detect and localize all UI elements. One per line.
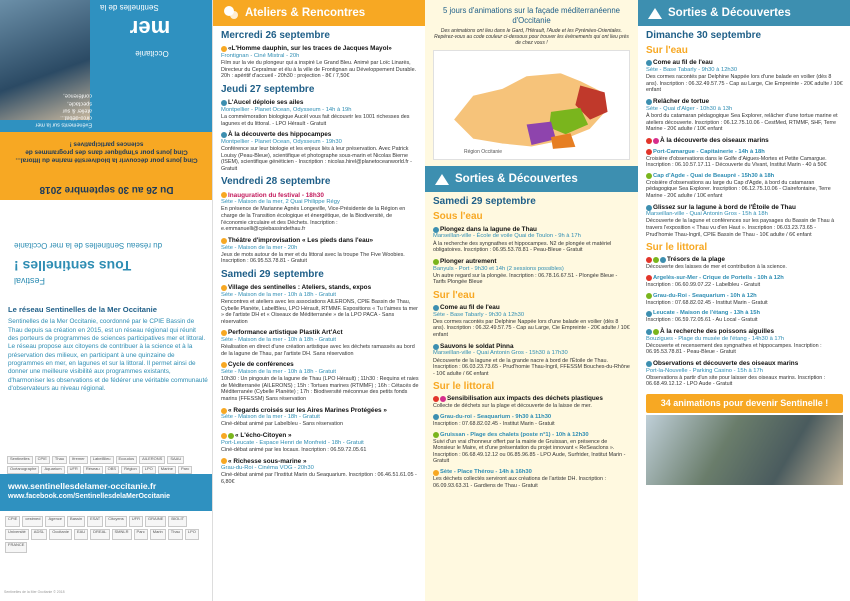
partner-logo: GRAINE xyxy=(145,516,166,527)
department-dot-icon xyxy=(221,238,227,244)
day-title: Dimanche 30 septembre xyxy=(646,30,762,41)
event-item xyxy=(646,59,843,94)
day-title: Jeudi 27 septembre xyxy=(221,83,315,95)
logo-tagline: Sentinelles de la xyxy=(100,2,159,12)
photo-caption: Événements sur la mer circo-débat... atelier & sur spectacle, conférence, xyxy=(35,93,92,128)
event-item xyxy=(433,343,630,378)
event-description: Des cormes racontés par Delphine Nappée lors d'une balade en voilier (dès 8 ans). Inscription : 06.32.49.57.75 - Cap au Large, Cie Empreinte - 20€ adulte / 10€ enfant xyxy=(646,74,843,94)
map-section xyxy=(433,6,630,160)
event-title: Cycle de conférences xyxy=(221,361,419,369)
partner-logo: BIOLIT xyxy=(168,516,187,527)
event-title: Performance artistique Plastik Art'Act xyxy=(221,329,419,337)
department-dot-icon xyxy=(646,257,652,263)
event-description: Des cormes racontés par Delphine Nappée lors d'une balade en voilier (dès 8 ans). Inscription : 06.32.49.57.75 - Cap au Large, Cie Empreinte - 20€ adulte / 10€ enfant xyxy=(433,318,630,339)
event-title: « L'écho-Citoyen » xyxy=(221,432,419,440)
partner-logo: Région xyxy=(121,466,140,474)
event-item xyxy=(433,226,630,254)
speech-bubble-icon xyxy=(223,5,239,21)
event-title: Come au fil de l'eau xyxy=(646,59,843,67)
event-item xyxy=(646,137,843,145)
event-description: En présence de Marianne Agnès Longeville, Vice-Présidente de la Région en charge de la Transition écologique et énergétique, de la Biodiversité, de l'économie circulaire et des Déchets. Inscription : e.emmanuelli@cpiebassindethau.fr xyxy=(221,206,406,233)
department-dot-icon xyxy=(433,396,439,402)
event-title: À la découverte des hippocampes xyxy=(221,131,419,139)
sorties-panel-1 xyxy=(425,0,638,601)
partner-logo: Université xyxy=(5,529,29,540)
department-dot-icon xyxy=(433,470,439,476)
event-description: 10h30 : Un pingouin de la lagune de Thau (LPO Hérault) ; 11h30 : Requins et raies de Méditerranée (AILERONS) ; 15h : Tortues marines (RTMMF) ; 16h : Cétacés de Méditerranée (Cybelle Planète) ; 17h : Biodiversité méconnue des petits fonds marins (FFESSM) Sans réservation xyxy=(221,376,419,402)
department-dot-icon xyxy=(653,257,659,263)
event-location: Port-la-Nouvelle - Parking Casino - 15h à 17h xyxy=(646,367,763,374)
event-title: Observations et découverte des oiseaux marins xyxy=(646,360,843,368)
ateliers-header xyxy=(213,0,425,26)
tent-icon xyxy=(648,8,662,19)
event-description: Un autre regard sur la plongée. Inscription : 06.78.16.67.51 - Plongée Bleue - Tarifs Plongée Bleue xyxy=(433,272,618,286)
department-dot-icon xyxy=(646,149,652,155)
event-location: Grau-du-Roi - Cinéma VOG - 20h30 xyxy=(221,465,314,472)
department-dot-icon xyxy=(660,257,666,263)
event-location: Montpellier - Planet Ocean, Odysseum - 14h à 19h xyxy=(221,106,352,113)
event-title: « Richesse sous-marine » xyxy=(221,458,419,466)
event-item xyxy=(433,432,630,465)
event-item xyxy=(221,329,419,357)
event-item xyxy=(433,304,630,339)
ateliers-title: Ateliers & Rencontres xyxy=(245,6,366,19)
web-links xyxy=(0,474,213,511)
event-title: Plonger autrement xyxy=(433,258,630,266)
partner-logo: Marine xyxy=(158,466,176,474)
reseau-section xyxy=(8,305,208,393)
partner-logo: SMNLR xyxy=(112,529,132,540)
event-title: Théâtre d'improvisation « Les pieds dans l'eau» xyxy=(221,237,419,245)
partner-logo: Aquarium xyxy=(41,466,64,474)
event-location: Marseillan-ville - Quai Antonin Gros - 15h30 à 17h30 xyxy=(433,350,568,357)
day-title: Vendredi 28 septembre xyxy=(221,176,331,188)
event-item xyxy=(433,469,630,489)
event-location: Sète - Quai d'Alger - 10h30 à 13h xyxy=(646,105,733,112)
partner-logo: cestmed xyxy=(22,516,43,527)
event-location: Sète - Maison de la mer - 10h à 18h - Gratuit xyxy=(221,369,337,376)
event-description: La commémoration biologique Aucèl vous fait découvrir les 1001 richesses des lagunes et du littoral. - LPO Hérault - Gratuit xyxy=(221,113,410,127)
partner-logo: Marin xyxy=(150,529,166,540)
department-dot-icon xyxy=(221,192,227,198)
event-item xyxy=(646,98,843,133)
event-title: Port-Camargue - Capitainerie - 14h à 18h xyxy=(646,149,843,156)
event-item xyxy=(221,432,419,453)
partner-logo: ADSL xyxy=(31,529,47,540)
event-item xyxy=(646,149,843,169)
event-title: «L'Homme dauphin, sur les traces de Jacques Mayol» xyxy=(221,45,419,53)
section-title: Sur l'eau xyxy=(646,45,688,57)
beach-photo xyxy=(646,415,843,485)
event-item xyxy=(221,361,419,402)
partner-logo: Occitanie xyxy=(49,529,72,540)
partner-logo: Ifremer xyxy=(69,456,88,464)
event-description: Croisière d'observations au large du Cap d'Agde, à bord du catamaran pédagogique Sea Explorer. Inscription : 06.12.75.10.06 - Clairefontaine, Terre Marine - 20€ adulte / 10€ enfant xyxy=(646,179,831,199)
event-description: Découverte et recensement des syngnathes et hippocampes. Inscription : 06.95.53.78.81 - Peau-Bleue - Gratuit xyxy=(646,342,822,356)
section-title: Sur le littoral xyxy=(433,381,495,393)
credits: Sentinelles de la Mer Occitanie © 2018 xyxy=(4,590,65,594)
department-dot-icon xyxy=(433,305,439,311)
event-item xyxy=(646,256,843,270)
event-location: Sète - Base Tabarly - 9h30 à 12h30 xyxy=(646,67,738,74)
event-description: Ciné-débat animé par Labelbleu - Sans réservation xyxy=(221,421,343,428)
partner-logo: OBS xyxy=(105,466,119,474)
sorties-header-1 xyxy=(425,166,638,192)
reseau-title: Le réseau Sentinelles de la Mer Occitanie xyxy=(8,305,157,314)
partner-logo: Océanographe xyxy=(7,466,39,474)
partner-logo: Bassin xyxy=(67,516,85,527)
event-location: Sète - Base Tabarly - 9h30 à 12h30 xyxy=(433,311,525,318)
department-dot-icon xyxy=(433,259,439,265)
event-location: Frontignan - Ciné Mistral - 20h xyxy=(221,53,300,59)
event-title: « Regards croisés sur les Aires Marines Protégées » xyxy=(221,407,419,415)
event-description: Découverte de la lagune et conférences sur les paysages du Bassin de Thau à travers l'exposition « Thau vu d'en Haut ». Inscription : 06.03.23.73.65 - Prud'homie Thau-Ingril, CPIE Bassin de Thau - 10€ adulte / 6€ enfant xyxy=(646,218,835,238)
event-description: Inscription : 06.60.99.07.22 - Labelbleu - Gratuit xyxy=(646,281,761,288)
festival-label: Festival xyxy=(14,275,46,286)
map-graphic xyxy=(434,51,629,159)
department-dot-icon xyxy=(646,329,652,335)
department-dot-icon xyxy=(221,46,227,52)
event-title: À la découverte des oiseaux marins xyxy=(646,137,843,145)
event-item xyxy=(646,310,843,324)
partner-logo: Parc xyxy=(178,466,192,474)
partner-logo: FRANCE xyxy=(5,542,27,553)
event-title: Relâcher de tortue xyxy=(646,98,843,106)
event-item xyxy=(221,192,419,233)
intro-text: 5 jours d'animations sur la façade méditerranéenne d'Occitanie xyxy=(442,6,621,25)
department-dot-icon xyxy=(646,311,652,317)
event-item xyxy=(646,173,843,200)
section-title: Sous l'eau xyxy=(433,211,483,223)
partner-logo: Citoyens xyxy=(105,516,127,527)
section-title: Sur l'eau xyxy=(433,289,475,301)
event-title: Sète - Place Thérou - 14h à 16h30 xyxy=(433,469,630,476)
event-location: Port-Leucate - Espace Henri de Monfreid - 18h - Gratuit xyxy=(221,439,364,446)
partner-logos-2 xyxy=(4,515,209,554)
event-title: Trésors de la plage xyxy=(646,256,843,264)
event-item xyxy=(433,395,630,409)
department-dot-icon xyxy=(433,344,439,350)
event-description: Croisière d'observations dans le Golfe d'Aigues-Mortes et Petite Camargue. Inscription : 06.10.57.17.11 - Découverte du Vivant, Institut Marin - 40 à 50€ xyxy=(646,155,827,169)
ateliers-panel xyxy=(213,0,425,601)
partner-logo: AILERONS xyxy=(139,456,165,464)
partner-logo: UFR xyxy=(67,466,81,474)
day-title: Mercredi 26 septembre xyxy=(221,30,330,41)
event-description: Les déchets collectés serviront aux créations de l'artiste DH. Inscription : 06.09.93.63.31 - Gardiens de Thau - Gratuit xyxy=(433,476,607,489)
event-description: À bord du catamaran pédagogique Sea Explorer, relâcher d'une tortue marine et ateliers découverte. Inscription : 06.12.75.10.06 - CestMed, RTMMF, SHF, Terre Marine - 20€ adulte / 10€ enfant xyxy=(646,112,838,133)
department-dot-icon xyxy=(646,361,652,367)
event-title: Plongez dans la lagune de Thau xyxy=(433,226,630,234)
event-item xyxy=(433,258,630,286)
event-description: Ciné-débat animé par les locaux. Inscription : 06.59.72.05.61 xyxy=(221,446,367,453)
event-location: Sète - Maison de la mer - 10h à 18h - Gratuit xyxy=(221,291,337,298)
partner-logo: DREAL xyxy=(90,529,109,540)
event-item xyxy=(221,407,419,428)
event-title: Cap d'Agde - Quai de Beaupré - 15h30 à 18h xyxy=(646,173,843,180)
event-item xyxy=(221,458,419,486)
event-item xyxy=(646,204,843,239)
event-item xyxy=(221,131,419,172)
event-location: Montpellier - Planet Ocean, Odysseum - 19h30 xyxy=(221,138,342,145)
event-description: Ciné-débat animé par l'Institut Marin du Seaquarium. Inscription : 06.46.51.61.05 - 6,80€ xyxy=(221,472,417,485)
event-item xyxy=(221,99,419,127)
department-dot-icon xyxy=(221,100,227,106)
partner-logo: Réseau xyxy=(83,466,103,474)
event-title: Grau-du-Roi - Seaquarium - 10h à 12h xyxy=(646,293,843,300)
reseau-text: Sentinelles de la Mer Occitanie, coordonné par le CPIE Bassin de Thau depuis sa création en 2015, est un réseau régional qui réunit des porteurs de programmes de sciences participatives mer et littoral. Le réseau propose aux citoyens de contribuer à la science et à la préservation des milieux, en participant à une quinzaine de programmes en mer, en lagunes et sur la littoral. Il permet ainsi de donner une meilleure visibilité aux programmes existants, d'harmoniser les observations et de fédérer une véritable communauté d'observateurs au niveau régional. xyxy=(8,318,208,392)
department-dot-icon xyxy=(221,433,227,439)
event-description: Jeux de mots autour de la mer et du littoral avec la troupe The Five Woobies. Inscription : 06.95.53.78.81 - Gratuit xyxy=(221,251,405,265)
partner-logo: SAAU xyxy=(167,456,184,464)
sorties-panel-2 xyxy=(638,0,850,601)
event-title: À la recherche des poissons aiguilles xyxy=(646,328,843,336)
event-location: Sète - Maison de la mer - 18h - Gratuit xyxy=(221,414,320,421)
partner-logo: ESAT xyxy=(87,516,103,527)
event-item xyxy=(433,414,630,428)
event-title: Village des sentinelles : Ateliers, stands, expos xyxy=(221,284,419,292)
event-description: Découverte des laisses de mer et contribution à la science. xyxy=(646,264,787,271)
cover-panel xyxy=(0,0,213,601)
department-dot-icon xyxy=(221,330,227,336)
department-dot-icon xyxy=(221,285,227,291)
facebook-link[interactable]: www.facebook.com/SentinellesdelaMerOccitanie xyxy=(8,493,170,501)
partner-logo: Ecoudos xyxy=(116,456,138,464)
partner-logo: LPO xyxy=(185,529,199,540)
event-item xyxy=(221,284,419,325)
logo-mer: mer xyxy=(129,15,171,41)
sorties-sections-1 xyxy=(433,211,630,489)
event-title: Grau-du-roi - Seaquarium - 9h30 à 11h30 xyxy=(433,414,630,421)
event-description: Collecte de déchets sur la plage et découverte de la laisse de mer. xyxy=(433,403,592,410)
event-item xyxy=(646,275,843,289)
animation-count: 34 animations pour devenir Sentinelle ! xyxy=(646,394,843,413)
intro-subtext: Des animations ont lieu dans le Gard, l'Hérault, l'Aude et les Pyrénées-Orientales. Repérez-vous au code couleur ci-dessous pour trouver les évènements qui ont lieu près de chez vous ! xyxy=(434,28,629,47)
sorties-title-2: Sorties & Découvertes xyxy=(668,6,791,19)
event-description: Suivi d'un vrai d'honneur offert par la mairie de Gruissan, en présence de Monsieur le Maire, et d'une présentation du projet innovant « ReSeaclons ». Inscription : 06.68.49.12.12 ou 06.85.96.85 - LPO Aude, Surfrider, Institut Marin - Gratuit xyxy=(433,438,626,465)
event-title: Glissez sur la lagune à bord de l'Étoile de Thau xyxy=(646,204,843,212)
event-location: Banyuls - Port - 9h30 et 14h (2 sessions possibles) xyxy=(433,265,564,272)
event-description: Inscription : 07.68.82.02.45 - Institut Marin - Gratuit xyxy=(433,420,555,427)
website-link[interactable]: www.sentinellesdelamer-occitanie.fr xyxy=(8,481,157,491)
tagline-text: Cinq jours pour découvrir la biodiversité marine du littoral... Cinq jours pour s'impliquer dans des programmes de sciences participatives ! xyxy=(15,140,198,164)
dates-text: Du 26 au 30 septembre 2018 xyxy=(39,184,174,196)
event-description: Conférence sur leur biologie et les enjeux liés à leur préservation. Avec Patrick Louisy (Peau-Bleue), scientifique et photographe sous-marin et Nicolas Bierne (ISEM), scientifique généticien - Inscription : nicolas.hirel@planetoceanworld.fr - Gratuit xyxy=(221,145,412,172)
festival-subtitle: du réseau Sentinelles de la mer Occitanie xyxy=(14,240,163,250)
event-location: Marseillan-ville - École de voile Quai de Toulon - 9h à 17h xyxy=(433,233,581,240)
department-dot-icon xyxy=(221,458,227,464)
event-item xyxy=(646,328,843,356)
department-dot-icon xyxy=(440,396,446,402)
partner-logo: CPIE xyxy=(35,456,50,464)
event-title: Inauguration du festival - 18h30 xyxy=(221,192,419,200)
department-dot-icon xyxy=(221,362,227,368)
partner-logo: Parc xyxy=(134,529,148,540)
event-description: Film sur la vie du plongeur qui a inspiré Le Grand Bleu. Animé par Loïc Linarès, Directeur du Cepralmar et élu à la ville de Frontignan au Développement Durable. 20h : apéritif d'accueil - 20h30 : projection - 8€ / 7,50€ xyxy=(221,60,417,80)
event-title: Gruissan - Plage des chalets (poste n°1) - 10h à 12h30 xyxy=(433,432,630,439)
day-title: Samedi 29 septembre xyxy=(221,268,324,280)
department-dot-icon xyxy=(433,227,439,233)
event-description: Rencontres et ateliers avec les associations AILERONS, CPIE Bassin de Thau, Cybelle Planète, LabelBleu, LPO Hérault, RTMMF. Expositions « Tu t'aimes ta mer » de l'artiste DH et « Oiseaux de Méditerranée » de la LPO PACA - Sans réservation xyxy=(221,298,418,325)
partner-logo: Sentinelles xyxy=(7,456,33,464)
event-item xyxy=(221,237,419,265)
partner-logo: Agence xyxy=(45,516,65,527)
tent-icon xyxy=(435,174,449,185)
event-description: Découverte de la lagune et de la grande nacre à bord de l'Étoile de Thau. Inscription : 06.03.23.73.65 - Prud'homie Thau-Ingril, FFESSM Bouches-du-Rhône - 10€ adulte / 6€ enfant xyxy=(433,357,630,377)
department-dot-icon xyxy=(646,99,652,105)
event-location: Bouzigues - Plage du musée de l'étang - 14h30 à 17h xyxy=(646,335,785,342)
partner-logo: CPIE xyxy=(5,516,20,527)
event-location: Marseillan-ville - Quai Antonin Gros - 15h à 18h xyxy=(646,211,768,218)
event-description: Inscription : 06.59.72.05.61 - Au Local - Gratuit xyxy=(646,317,758,324)
event-description: Observations à partir d'un site pour laisser des oiseaux marins. Inscription : 06.68.49.12.12 - LPO Aude - Gratuit xyxy=(646,374,826,388)
sorties-sections-2 xyxy=(646,45,843,388)
department-dot-icon xyxy=(646,293,652,299)
occitanie-map xyxy=(433,50,630,160)
logo-region: Occitanie xyxy=(135,48,169,58)
event-item xyxy=(221,45,419,80)
department-dot-icon xyxy=(433,432,439,438)
festival-title: Tous sentinelles ! xyxy=(14,258,132,275)
department-dot-icon xyxy=(646,60,652,66)
department-dot-icon xyxy=(221,132,227,138)
event-title: Argelès-sur-Mer - Crique de Porteils - 10h à 12h xyxy=(646,275,843,282)
partner-logo: Thau xyxy=(52,456,67,464)
department-dot-icon xyxy=(646,275,652,281)
department-dot-icon xyxy=(646,173,652,179)
event-location: Sète - Maison de la mer, 2 Quai Philippe Régy xyxy=(221,199,340,206)
event-location: Sète - Maison de la mer - 20h xyxy=(221,244,298,251)
map-region-label: Région Occitanie xyxy=(464,149,503,156)
department-dot-icon xyxy=(228,433,234,439)
event-location: Sète - Maison de la mer - 10h à 18h - Gratuit xyxy=(221,337,337,344)
festival-block xyxy=(0,200,213,310)
event-description: À la recherche des syngnathes et hippocampes. N2 de plongée et matériel obligatoires. Inscription : 06.95.53.78.81 - Peau-Bleue - Gratuit xyxy=(433,240,612,254)
sorties-header-2 xyxy=(638,0,850,26)
partner-logo: Thau xyxy=(168,529,183,540)
partner-logo: UFR xyxy=(129,516,143,527)
day-title: Samedi 29 septembre xyxy=(433,196,536,208)
event-title: Sauvons le soldat Pinna xyxy=(433,343,630,351)
event-description: Inscription : 07.68.82.02.45 - Institut Marin - Gratuit xyxy=(646,299,768,306)
section-title: Sur le littoral xyxy=(646,242,708,254)
event-item xyxy=(646,293,843,307)
department-dot-icon xyxy=(646,138,652,144)
event-title: Leucate - Maison de l'étang - 13h à 15h xyxy=(646,310,843,317)
department-dot-icon xyxy=(221,408,227,414)
partner-logo: EAU xyxy=(74,529,88,540)
event-title: Sensibilisation aux impacts des déchets plastiques xyxy=(433,395,630,403)
department-dot-icon xyxy=(433,414,439,420)
event-description: Réalisation en direct d'une création artistique avec les déchets ramassés au bord de la lagune de Thau, par l'artiste DH. Sans réservation xyxy=(221,344,415,357)
sorties-title-1: Sorties & Découvertes xyxy=(455,173,578,186)
department-dot-icon xyxy=(653,138,659,144)
partner-logo: LabelBleu xyxy=(90,456,114,464)
department-dot-icon xyxy=(653,329,659,335)
department-dot-icon xyxy=(646,205,652,211)
partner-logo: LPO xyxy=(142,466,156,474)
event-title: L'Aucel déploie ses ailes xyxy=(221,99,419,107)
event-item xyxy=(646,360,843,388)
event-title: Come au fil de l'eau xyxy=(433,304,630,312)
ateliers-days xyxy=(221,30,419,486)
